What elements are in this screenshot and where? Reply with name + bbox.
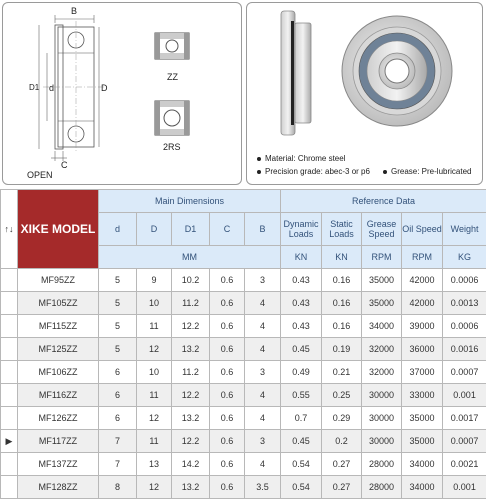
row-pointer-icon bbox=[1, 384, 18, 407]
model-cell: MF115ZZ bbox=[18, 315, 99, 338]
table-cell: 4 bbox=[245, 292, 281, 315]
unit-dynamic: KN bbox=[281, 246, 322, 269]
table-cell: 13.2 bbox=[172, 338, 210, 361]
feature-grease: Grease: Pre-lubricated bbox=[383, 167, 471, 176]
table-cell: 0.0013 bbox=[443, 292, 486, 315]
table-cell: 0.45 bbox=[281, 430, 322, 453]
model-cell: MF105ZZ bbox=[18, 292, 99, 315]
table-cell: 0.7 bbox=[281, 407, 322, 430]
table-cell: 0.27 bbox=[322, 476, 362, 499]
unit-static: KN bbox=[322, 246, 362, 269]
table-row[interactable] bbox=[1, 292, 486, 315]
table-cell: 12 bbox=[137, 476, 172, 499]
unit-grease: RPM bbox=[362, 246, 402, 269]
col-header-weight: Weight bbox=[443, 213, 486, 246]
table-cell: 0.49 bbox=[281, 361, 322, 384]
zz-shield-section-icon bbox=[155, 33, 189, 59]
model-cell: MF126ZZ bbox=[18, 407, 99, 430]
row-pointer-icon bbox=[1, 407, 18, 430]
col-header-B: B bbox=[245, 213, 281, 246]
table-cell: 35000 bbox=[362, 269, 402, 292]
table-cell: 30000 bbox=[362, 384, 402, 407]
table-cell: 30000 bbox=[362, 430, 402, 453]
row-pointer-icon bbox=[1, 453, 18, 476]
col-header-d: d bbox=[99, 213, 137, 246]
table-cell: 6 bbox=[99, 384, 137, 407]
table-cell: 0.54 bbox=[281, 476, 322, 499]
table-cell: 0.6 bbox=[210, 292, 245, 315]
bullet-icon bbox=[257, 157, 261, 161]
table-row[interactable] bbox=[1, 384, 486, 407]
sort-toggle-icon[interactable]: ↑↓ bbox=[1, 190, 18, 269]
table-cell: 34000 bbox=[362, 315, 402, 338]
table-cell: 0.27 bbox=[322, 453, 362, 476]
model-cell: MF106ZZ bbox=[18, 361, 99, 384]
table-cell: 10.2 bbox=[172, 269, 210, 292]
dimension-diagram-panel bbox=[2, 2, 242, 185]
feature-precision: Precision grade: abec-3 or p6 bbox=[257, 167, 370, 176]
zz-label: ZZ bbox=[167, 72, 178, 82]
col-header-D1: D1 bbox=[172, 213, 210, 246]
table-row[interactable] bbox=[1, 430, 486, 453]
col-header-grease-speed: Grease Speed bbox=[362, 213, 402, 246]
table-cell: 0.43 bbox=[281, 269, 322, 292]
table-cell: 34000 bbox=[402, 453, 443, 476]
table-cell: 0.6 bbox=[210, 453, 245, 476]
table-cell: 10 bbox=[137, 292, 172, 315]
col-header-D: D bbox=[137, 213, 172, 246]
table-cell: 0.6 bbox=[210, 361, 245, 384]
row-pointer-icon bbox=[1, 476, 18, 499]
table-cell: 0.25 bbox=[322, 384, 362, 407]
table-cell: 0.001 bbox=[443, 384, 486, 407]
table-cell: 13.2 bbox=[172, 476, 210, 499]
table-cell: 4 bbox=[245, 453, 281, 476]
table-row[interactable] bbox=[1, 407, 486, 430]
table-cell: 28000 bbox=[362, 476, 402, 499]
table-cell: 12.2 bbox=[172, 315, 210, 338]
bullet-icon bbox=[257, 170, 261, 174]
bearing-side-view bbox=[281, 11, 311, 135]
table-cell: 5 bbox=[99, 292, 137, 315]
feature-material: Material: Chrome steel bbox=[257, 154, 345, 163]
table-cell: 10 bbox=[137, 361, 172, 384]
table-row[interactable] bbox=[1, 361, 486, 384]
table-cell: 3 bbox=[245, 269, 281, 292]
table-cell: 0.0006 bbox=[443, 315, 486, 338]
unit-weight: KG bbox=[443, 246, 486, 269]
model-cell: MF125ZZ bbox=[18, 338, 99, 361]
table-cell: 35000 bbox=[362, 292, 402, 315]
table-cell: 5 bbox=[99, 315, 137, 338]
table-cell: 0.0016 bbox=[443, 338, 486, 361]
dim-label-d1: D1 bbox=[29, 83, 39, 92]
table-cell: 0.29 bbox=[322, 407, 362, 430]
table-cell: 42000 bbox=[402, 269, 443, 292]
table-cell: 33000 bbox=[402, 384, 443, 407]
table-cell: 4 bbox=[245, 315, 281, 338]
table-cell: 11 bbox=[137, 430, 172, 453]
table-cell: 32000 bbox=[362, 338, 402, 361]
model-cell: MF117ZZ bbox=[18, 430, 99, 453]
table-cell: 0.6 bbox=[210, 269, 245, 292]
table-cell: 0.6 bbox=[210, 338, 245, 361]
table-cell: 6 bbox=[99, 407, 137, 430]
table-cell: 11 bbox=[137, 384, 172, 407]
table-cell: 0.6 bbox=[210, 430, 245, 453]
table-cell: 0.16 bbox=[322, 269, 362, 292]
table-cell: 4 bbox=[245, 384, 281, 407]
table-cell: 0.19 bbox=[322, 338, 362, 361]
table-cell: 5 bbox=[99, 269, 137, 292]
row-pointer-icon bbox=[1, 269, 18, 292]
brand-model-header: XIKE MODEL bbox=[18, 190, 99, 269]
table-cell: 11.2 bbox=[172, 361, 210, 384]
table-cell: 12 bbox=[137, 338, 172, 361]
dim-label-d-outer: D bbox=[101, 83, 108, 93]
table-cell: 8 bbox=[99, 476, 137, 499]
table-cell: 12.2 bbox=[172, 384, 210, 407]
row-pointer-icon bbox=[1, 361, 18, 384]
2rs-seal-section-icon bbox=[155, 101, 189, 135]
table-row[interactable] bbox=[1, 476, 486, 499]
table-cell: 6 bbox=[99, 361, 137, 384]
table-cell: 0.21 bbox=[322, 361, 362, 384]
table-cell: 34000 bbox=[402, 476, 443, 499]
table-cell: 0.6 bbox=[210, 476, 245, 499]
table-cell: 4 bbox=[245, 407, 281, 430]
dim-label-c: C bbox=[61, 160, 68, 170]
unit-mm: MM bbox=[99, 246, 281, 269]
table-cell: 42000 bbox=[402, 292, 443, 315]
dim-label-d-inner: d bbox=[49, 83, 54, 93]
table-row[interactable] bbox=[1, 269, 486, 292]
table-cell: 7 bbox=[99, 430, 137, 453]
table-cell: 28000 bbox=[362, 453, 402, 476]
bullet-icon bbox=[383, 170, 387, 174]
table-cell: 39000 bbox=[402, 315, 443, 338]
flanged-bearing-photo bbox=[247, 3, 482, 153]
col-header-oil-speed: Oil Speed bbox=[402, 213, 443, 246]
main-dimensions-header: Main Dimensions bbox=[99, 190, 281, 213]
table-cell: 12 bbox=[137, 407, 172, 430]
table-cell: 0.16 bbox=[322, 292, 362, 315]
table-cell: 3.5 bbox=[245, 476, 281, 499]
bearing-front-view bbox=[342, 16, 452, 126]
row-pointer-icon bbox=[1, 315, 18, 338]
table-cell: 32000 bbox=[362, 361, 402, 384]
table-cell: 14.2 bbox=[172, 453, 210, 476]
bearing-cross-section-drawing bbox=[3, 3, 241, 184]
table-cell: 11.2 bbox=[172, 292, 210, 315]
row-pointer-icon bbox=[1, 292, 18, 315]
table-cell: 12.2 bbox=[172, 430, 210, 453]
table-cell: 4 bbox=[245, 338, 281, 361]
row-pointer-icon: ▶ bbox=[1, 430, 18, 453]
table-cell: 0.0021 bbox=[443, 453, 486, 476]
table-cell: 36000 bbox=[402, 338, 443, 361]
col-header-C: C bbox=[210, 213, 245, 246]
table-cell: 0.55 bbox=[281, 384, 322, 407]
table-cell: 13.2 bbox=[172, 407, 210, 430]
table-cell: 37000 bbox=[402, 361, 443, 384]
model-cell: MF95ZZ bbox=[18, 269, 99, 292]
table-cell: 0.6 bbox=[210, 407, 245, 430]
col-header-static-loads: Static Loads bbox=[322, 213, 362, 246]
model-cell: MF116ZZ bbox=[18, 384, 99, 407]
bearing-spec-table bbox=[0, 189, 486, 499]
table-cell: 9 bbox=[137, 269, 172, 292]
table-cell: 0.45 bbox=[281, 338, 322, 361]
table-row[interactable] bbox=[1, 315, 486, 338]
table-cell: 13 bbox=[137, 453, 172, 476]
table-cell: 0.43 bbox=[281, 292, 322, 315]
row-pointer-icon bbox=[1, 338, 18, 361]
product-photo-panel bbox=[246, 2, 483, 185]
table-cell: 3 bbox=[245, 361, 281, 384]
table-row[interactable] bbox=[1, 338, 486, 361]
table-cell: 30000 bbox=[362, 407, 402, 430]
table-cell: 7 bbox=[99, 453, 137, 476]
table-cell: 11 bbox=[137, 315, 172, 338]
open-label: OPEN bbox=[27, 170, 53, 180]
model-cell: MF137ZZ bbox=[18, 453, 99, 476]
table-cell: 0.6 bbox=[210, 384, 245, 407]
table-cell: 0.0017 bbox=[443, 407, 486, 430]
table-row[interactable] bbox=[1, 453, 486, 476]
dim-label-b: B bbox=[71, 6, 77, 16]
unit-oil: RPM bbox=[402, 246, 443, 269]
table-cell: 0.6 bbox=[210, 315, 245, 338]
col-header-dynamic-loads: Dynamic Loads bbox=[281, 213, 322, 246]
table-cell: 0.0006 bbox=[443, 269, 486, 292]
table-cell: 5 bbox=[99, 338, 137, 361]
table-cell: 0.2 bbox=[322, 430, 362, 453]
table-cell: 3 bbox=[245, 430, 281, 453]
table-cell: 35000 bbox=[402, 407, 443, 430]
table-cell: 0.16 bbox=[322, 315, 362, 338]
table-cell: 35000 bbox=[402, 430, 443, 453]
table-cell: 0.0007 bbox=[443, 361, 486, 384]
table-cell: 0.001 bbox=[443, 476, 486, 499]
table-cell: 0.0007 bbox=[443, 430, 486, 453]
model-cell: MF128ZZ bbox=[18, 476, 99, 499]
reference-data-header: Reference Data bbox=[281, 190, 486, 213]
table-cell: 0.43 bbox=[281, 315, 322, 338]
table-cell: 0.54 bbox=[281, 453, 322, 476]
2rs-label: 2RS bbox=[163, 142, 181, 152]
